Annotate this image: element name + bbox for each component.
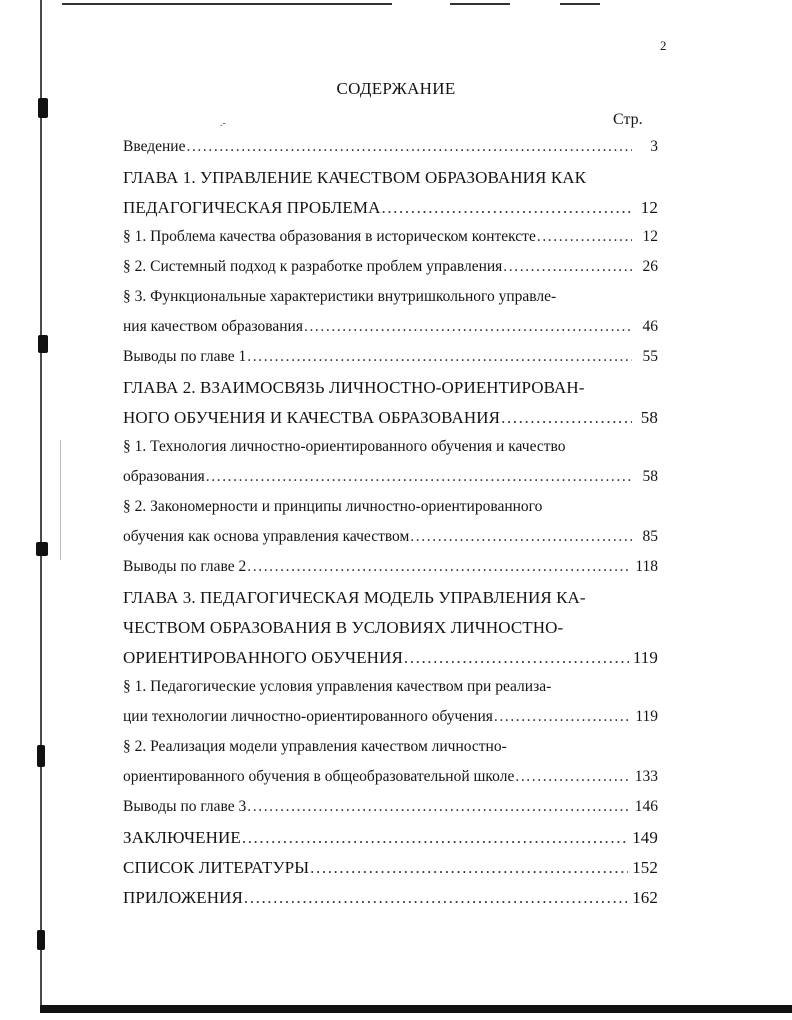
dot-leader [242,828,628,848]
toc-entry [123,888,658,914]
toc-entry-title: § 2. Реализация модели управления качеством личностно- [123,738,507,755]
scan-edge-line [60,440,61,560]
toc-entry-title: ориентированного обучения в общеобразовательной школе [123,768,515,785]
toc-entry [123,708,658,734]
toc-entry [123,228,658,254]
toc-entry [123,528,658,554]
toc-entry [123,588,658,614]
toc-entry [123,738,658,764]
punch-mark [38,335,48,353]
toc-entry-page: 152 [632,858,658,877]
toc-entry [123,258,658,284]
scan-speck: .- [220,118,226,129]
toc-entry-page: 162 [632,888,658,907]
dot-leader [247,798,630,816]
dot-leader [304,318,632,336]
toc-entry [123,858,658,884]
toc-entry [123,798,658,824]
toc-entry-page: 119 [635,708,658,725]
dot-leader [501,408,632,428]
toc-entry-title: ОРИЕНТИРОВАННОГО ОБУЧЕНИЯ [123,648,403,667]
toc-entry-title: ГЛАВА 2. ВЗАИМОСВЯЗЬ ЛИЧНОСТНО-ОРИЕНТИРОВАН- [123,378,585,397]
toc-entry-page: 133 [634,768,658,785]
dot-leader [404,648,629,668]
dot-leader [206,468,632,486]
scan-top-line [560,3,600,5]
toc-entry-title: ПРИЛОЖЕНИЯ [123,888,243,907]
toc-entry-page: 85 [642,528,658,545]
page-column-label: Стр. [613,111,643,128]
toc-entry-title: СПИСОК ЛИТЕРАТУРЫ [123,858,310,877]
toc-entry-title: Выводы по главе 1 [123,348,247,365]
toc-entry-title: Введение [123,138,186,155]
dot-leader [410,528,632,546]
dot-leader [310,858,628,878]
toc-entry-title: § 1. Проблема качества образования в историческом контексте [123,228,536,245]
dot-leader [515,768,630,786]
toc-entry [123,678,658,704]
toc-entry-page: 149 [632,828,658,847]
toc-entry [123,318,658,344]
scan-edge-line [40,0,42,1010]
toc-entry-title: ГЛАВА 1. УПРАВЛЕНИЕ КАЧЕСТВОМ ОБРАЗОВАНИЯ КАК [123,168,587,187]
toc-entry [123,168,658,194]
toc-heading: СОДЕРЖАНИЕ [336,79,456,98]
dot-leader [494,708,631,726]
toc-entry [123,498,658,524]
toc-entry-page: 119 [632,648,658,667]
toc-entry-title: Выводы по главе 2 [123,558,247,575]
toc-entry-page: 3 [650,138,658,155]
toc-entry-page: 118 [635,558,658,575]
toc-entry [123,138,658,164]
toc-entry [123,618,658,644]
toc-entry-title: обучения как основа управления качеством [123,528,410,545]
toc-entry [123,288,658,314]
page-number: 2 [660,38,667,53]
toc-entry-page: 58 [640,408,658,427]
toc-entry [123,558,658,584]
toc-entry-title: НОГО ОБУЧЕНИЯ И КАЧЕСТВА ОБРАЗОВАНИЯ [123,408,501,427]
toc-entry [123,348,658,374]
toc-entry-page: 146 [634,798,658,815]
dot-leader [247,558,631,576]
punch-mark [36,542,48,556]
toc-entry-title: § 3. Функциональные характеристики внутришкольного управле- [123,288,557,305]
toc-entry-title: ГЛАВА 3. ПЕДАГОГИЧЕСКАЯ МОДЕЛЬ УПРАВЛЕНИЯ КА- [123,588,586,607]
punch-mark [37,930,45,950]
punch-mark [37,745,45,767]
dot-leader [381,198,632,218]
toc-entry-title: ПЕДАГОГИЧЕСКАЯ ПРОБЛЕМА [123,198,381,217]
toc-entry [123,198,658,224]
scan-bottom-bar [40,1005,792,1013]
toc-entry-page: 12 [642,228,658,245]
toc-entry [123,768,658,794]
toc-entry [123,828,658,854]
toc-entry-title: ции технологии личностно-ориентированного обучения [123,708,493,725]
punch-mark [38,98,48,118]
toc-entry-page: 46 [642,318,658,335]
toc-entry [123,468,658,494]
toc-entry-title: ЧЕСТВОМ ОБРАЗОВАНИЯ В УСЛОВИЯХ ЛИЧНОСТНО- [123,618,564,637]
toc-entry-title: § 1. Педагогические условия управления качеством при реализа- [123,678,552,695]
toc-entry-title: § 2. Системный подход к разработке проблем управления [123,258,503,275]
toc-entry-title: образования [123,468,205,485]
toc-entry-page: 26 [642,258,658,275]
toc-entry-page: 58 [642,468,658,485]
dot-leader [503,258,632,276]
toc-entry [123,408,658,434]
dot-leader [537,228,632,246]
scan-top-line [450,3,510,5]
toc-entry-title: ЗАКЛЮЧЕНИЕ [123,828,241,847]
scan-top-line [62,3,392,5]
toc-entry-page: 55 [642,348,658,365]
dot-leader [244,888,628,908]
toc-entry-page: 12 [640,198,658,217]
toc-entry [123,378,658,404]
dot-leader [247,348,632,366]
toc-entry-title: Выводы по главе 3 [123,798,247,815]
toc-entry [123,438,658,464]
dot-leader [186,138,632,156]
toc-entry-title: § 1. Технология личностно-ориентированного обучения и качество [123,438,566,455]
toc-entry [123,648,658,674]
toc-entry-title: § 2. Закономерности и принципы личностно-ориентированного [123,498,543,515]
toc-entry-title: ния качеством образования [123,318,303,335]
